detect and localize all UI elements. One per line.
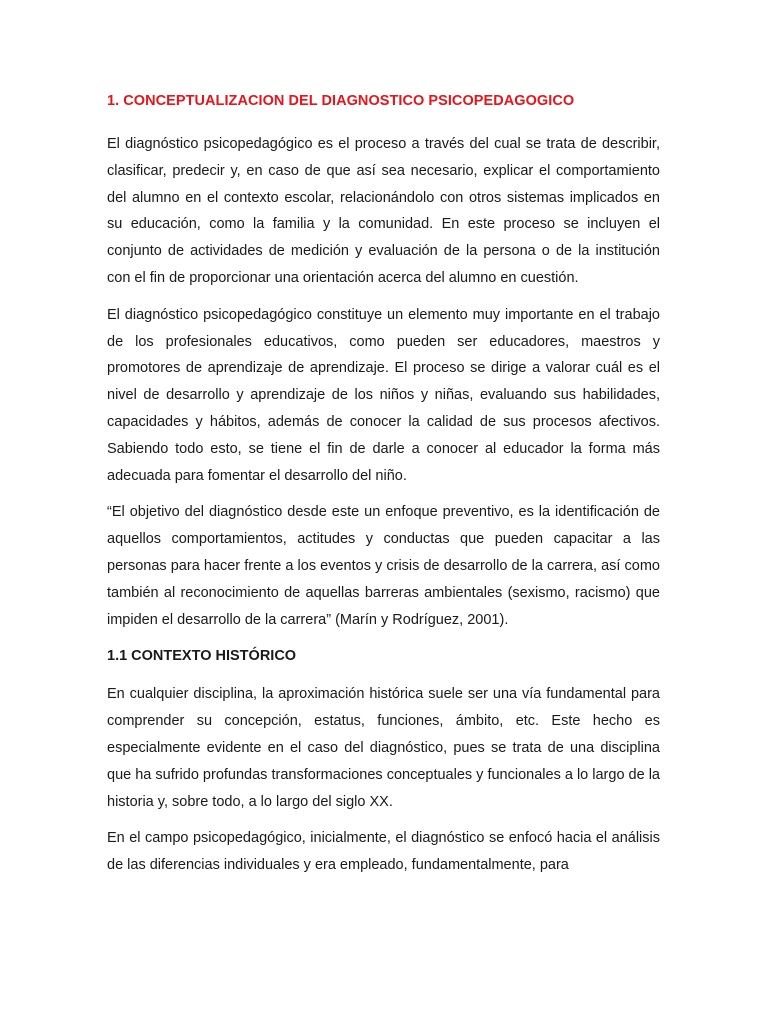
section-heading-main: 1. CONCEPTUALIZACION DEL DIAGNOSTICO PSICOPEDAGOGICO (107, 93, 575, 109)
paragraph-psychopedagogical-field: En el campo psicopedagógico, inicialmente, el diagnóstico se enfocó hacia el análisis de las diferencias individuales y era empleado, fundamentalmente, para (107, 830, 660, 874)
paragraph-historical-approach: En cualquier disciplina, la aproximación histórica suele ser una vía fundamental para comprender su concepción, estatus, funciones, ámbito, etc. Este hecho es especialmente evidente en el caso del diagnóstico, pues se trata de una disciplina que ha sufrido profundas transformaciones conceptuales y funcionales a lo largo de la historia y, sobre todo, a lo largo del siglo XX. (107, 686, 660, 810)
paragraph-importance: El diagnóstico psicopedagógico constituye un elemento muy importante en el trabajo de los profesionales educativos, como pueden ser educadores, maestros y promotores de aprendizaje de aprendizaje. El proceso se dirige a valorar cuál es el nivel de desarrollo y aprendizaje de los niños y niñas, evaluando sus habilidades, capacidades y hábitos, además de conocer la calidad de sus procesos afectivos. Sabiendo todo esto, se tiene el fin de darle a conocer al educador la forma más adecuada para fomentar el desarrollo del niño. (107, 306, 660, 484)
paragraph-quote: “El objetivo del diagnóstico desde este un enfoque preventivo, es la identificación de aquellos comportamientos, actitudes y conductas que pueden capacitar a las personas para hacer frente a los eventos y crisis de desarrollo de la carrera, así como también al reconocimiento de aquellas barreras ambientales (sexismo, racismo) que impiden el desarrollo de la carrera” (Marín y Rodríguez, 2001). (107, 504, 660, 628)
paragraph-definition: El diagnóstico psicopedagógico es el proceso a través del cual se trata de describir, clasificar, predecir y, en caso de que así sea necesario, explicar el comportamiento del alumno en el contexto escolar, relacionándolo con otros sistemas implicados en su educación, como la familia y la comunidad. En este proceso se incluyen el conjunto de actividades de medición y evaluación de la persona o de la institución con el fin de proporcionar una orientación acerca del alumno en cuestión. (107, 136, 660, 286)
document-page (107, 88, 660, 889)
section-heading-historical-context: 1.1 CONTEXTO HISTÓRICO (107, 648, 297, 665)
